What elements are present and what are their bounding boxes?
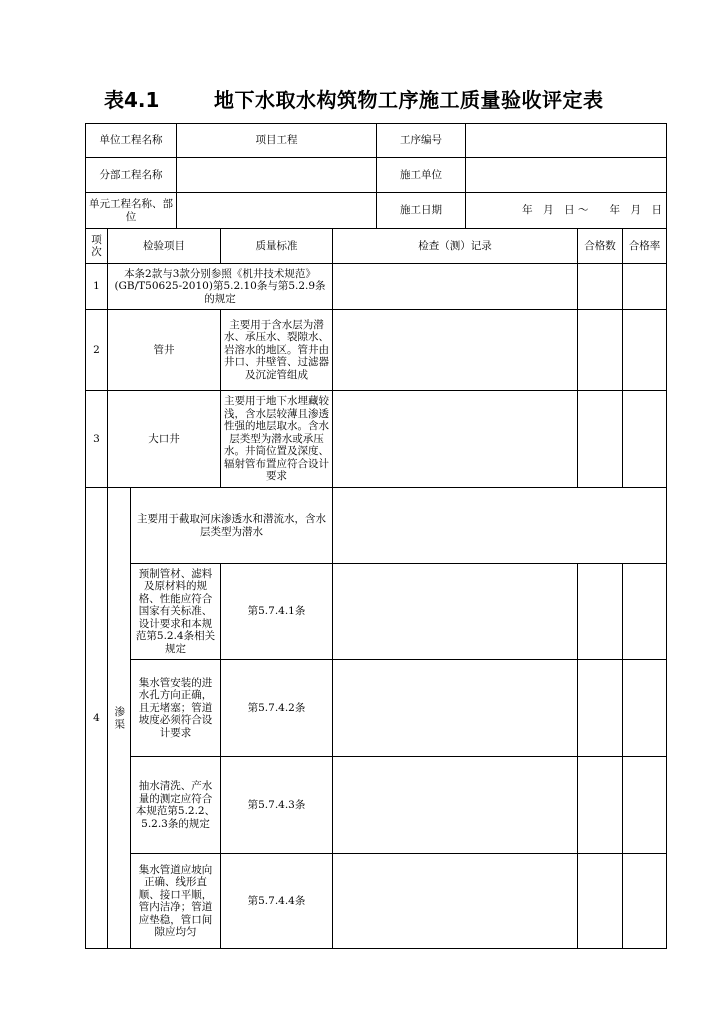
row3-pass-count[interactable]: [577, 390, 623, 488]
table-number: 表4.1: [104, 88, 160, 112]
row4-sub3-record[interactable]: [332, 756, 578, 854]
row1-pass-count[interactable]: [577, 263, 623, 310]
construction-unit-value[interactable]: [465, 157, 667, 193]
col-pass-count: 合格数: [577, 228, 623, 264]
unit-sub-label: 单元工程名称、部位: [85, 192, 177, 229]
table-title: 地下水取水构筑物工序施工质量验收评定表: [214, 88, 604, 112]
unit-project-label: 单位工程名称: [85, 123, 177, 158]
row4-sub2-pass-rate[interactable]: [622, 659, 667, 757]
row1-item: 本条2款与3款分别参照《机井技术规范》(GB/T50625-2010)第5.2.10条与第5.2.9条的规定: [107, 263, 333, 310]
row3-item: 大口井: [107, 390, 221, 488]
row4-sub4-pass-rate[interactable]: [622, 853, 667, 949]
col-item: 检验项目: [107, 228, 221, 264]
construction-unit-label: 施工单位: [376, 157, 466, 193]
row1-record[interactable]: [332, 263, 578, 310]
row4-sub3-pass-rate[interactable]: [622, 756, 667, 854]
row4-sub2-record[interactable]: [332, 659, 578, 757]
row3-record[interactable]: [332, 390, 578, 488]
row4-sub1-record[interactable]: [332, 563, 578, 660]
unit-sub-value[interactable]: [176, 192, 377, 229]
col-record: 检查（测）记录: [332, 228, 578, 264]
row2-pass-count[interactable]: [577, 309, 623, 391]
col-standard: 质量标准: [220, 228, 333, 264]
row1-pass-rate[interactable]: [622, 263, 667, 310]
row4-no: 4: [85, 487, 108, 949]
row4-sub3-standard: 第5.7.4.3条: [220, 756, 333, 854]
row4-intro: 主要用于截取河床渗透水和潜流水，含水层类型为潜水: [130, 487, 333, 564]
row2-pass-rate[interactable]: [622, 309, 667, 391]
sub-project-value[interactable]: [176, 157, 377, 193]
row4-sub2-pass-count[interactable]: [577, 659, 623, 757]
row4-sub1-item: 预制管材、滤料及原材料的规格、性能应符合国家有关标准、设计要求和本规范第5.2.4条相关规定: [130, 563, 221, 660]
row2-record[interactable]: [332, 309, 578, 391]
row2-no: 2: [85, 309, 108, 391]
row4-sub1-pass-rate[interactable]: [622, 563, 667, 660]
row4-sub4-pass-count[interactable]: [577, 853, 623, 949]
col-index: 项次: [85, 228, 108, 264]
col-pass-rate: 合格率: [622, 228, 667, 264]
row4-sub1-standard: 第5.7.4.1条: [220, 563, 333, 660]
row4-sub2-item: 集水管安装的进水孔方向正确，且无堵塞；管道坡度必须符合设计要求: [130, 659, 221, 757]
row4-sub1-pass-count[interactable]: [577, 563, 623, 660]
form-title: [0, 84, 722, 114]
row3-standard: 主要用于地下水埋藏较浅，含水层较薄且渗透性强的地层取水。含水层类型为潜水或承压水。井筒位置及深度、辐射管布置应符合设计要求: [220, 390, 333, 488]
row2-item: 管井: [107, 309, 221, 391]
row4-intro-record[interactable]: [332, 487, 667, 564]
row4-sub2-standard: 第5.7.4.2条: [220, 659, 333, 757]
row2-standard: 主要用于含水层为潜水、承压水、裂隙水、岩溶水的地区。管井由井口、井壁管、过滤器及沉淀管组成: [220, 309, 333, 391]
project-item-label: 项目工程: [176, 123, 377, 158]
construction-date-label: 施工日期: [376, 192, 466, 229]
row3-no: 3: [85, 390, 108, 488]
construction-date-range[interactable]: 年 月 日 ～ 年 月 日: [465, 192, 667, 229]
row4-group: 渗渠: [107, 487, 131, 949]
row4-sub4-standard: 第5.7.4.4条: [220, 853, 333, 949]
row4-sub3-item: 抽水清洗、产水量的测定应符合本规范第5.2.2、5.2.3条的规定: [130, 756, 221, 854]
row1-no: 1: [85, 263, 108, 310]
process-no-label: 工序编号: [376, 123, 466, 158]
sub-project-label: 分部工程名称: [85, 157, 177, 193]
row4-sub4-item: 集水管道应坡向正确、线形直顺、接口平顺，管内洁净；管道应垫稳，管口间隙应均匀: [130, 853, 221, 949]
row3-pass-rate[interactable]: [622, 390, 667, 488]
row4-sub3-pass-count[interactable]: [577, 756, 623, 854]
process-no-value[interactable]: [465, 123, 667, 158]
row4-sub4-record[interactable]: [332, 853, 578, 949]
